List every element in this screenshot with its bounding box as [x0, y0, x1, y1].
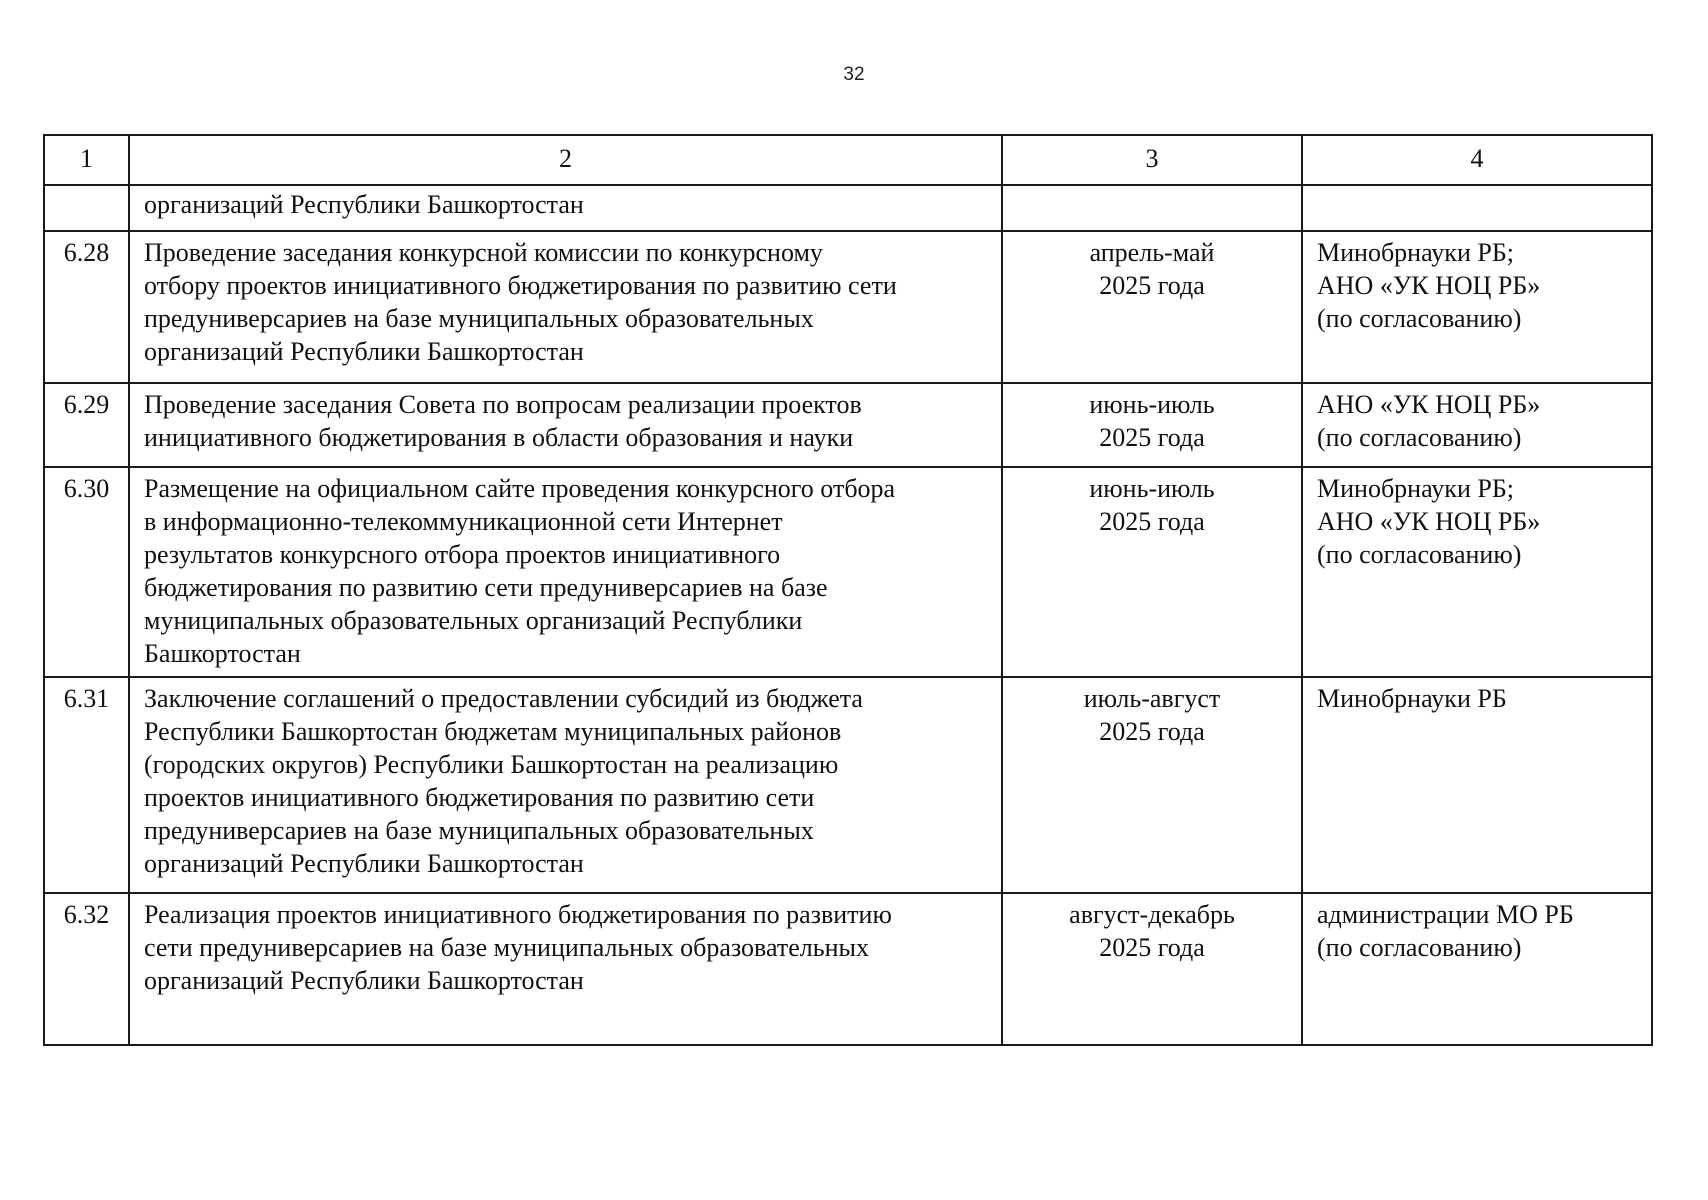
row-number: 6.31 — [44, 677, 129, 893]
activity-line: организаций Республики Башкортостан — [144, 849, 584, 878]
responsible-line: Минобрнауки РБ; — [1317, 474, 1514, 503]
activity-cell — [129, 383, 1002, 467]
activity-line: Заключение соглашений о предоставлении субсидий из бюджета — [144, 684, 863, 713]
activity-line: организаций Республики Башкортостан — [144, 337, 584, 366]
period-cell — [1002, 893, 1302, 1045]
period-line: июнь-июль — [1089, 390, 1215, 419]
activity-line: результатов конкурсного отбора проектов инициативного — [144, 540, 781, 569]
period-cell — [1002, 677, 1302, 893]
responsible-cell — [1302, 467, 1652, 677]
responsible-line: Минобрнауки РБ; — [1317, 238, 1514, 267]
period-line: 2025 года — [1099, 423, 1205, 452]
responsible-line: (по согласованию) — [1317, 423, 1522, 452]
activity-cell — [129, 231, 1002, 383]
responsible-line: администрации МО РБ — [1317, 900, 1574, 929]
header-cell-2: 2 — [129, 135, 1002, 185]
period-line: 2025 года — [1099, 271, 1205, 300]
activity-cell — [129, 677, 1002, 893]
activity-line: отбору проектов инициативного бюджетирования по развитию сети — [144, 271, 897, 300]
responsible-line: (по согласованию) — [1317, 933, 1522, 962]
table-row — [44, 893, 1652, 1045]
period-line: июль-август — [1083, 684, 1221, 713]
activity-line: инициативного бюджетирования в области образования и науки — [144, 423, 854, 452]
activity-line: предуниверсариев на базе муниципальных образовательных — [144, 304, 814, 333]
table-row — [44, 231, 1652, 383]
table-row — [44, 677, 1652, 893]
activity-line: Республики Башкортостан бюджетам муниципальных районов — [144, 717, 842, 746]
period-line: 2025 года — [1099, 717, 1205, 746]
period-line: июнь-июль — [1089, 474, 1215, 503]
responsible-cell — [1302, 677, 1652, 893]
activity-cell — [129, 467, 1002, 677]
responsible-cell — [1302, 185, 1652, 231]
responsible-line: Минобрнауки РБ — [1317, 684, 1507, 713]
activity-line: организаций Республики Башкортостан — [144, 966, 584, 995]
table-row — [44, 467, 1652, 677]
period-line: апрель-май — [1089, 238, 1215, 267]
activity-line: муниципальных образовательных организаций Республики — [144, 606, 803, 635]
activities-table — [43, 134, 1653, 1046]
period-cell — [1002, 185, 1302, 231]
responsible-line: АНО «УК НОЦ РБ» — [1317, 390, 1541, 419]
header-cell-3: 3 — [1002, 135, 1302, 185]
table-row — [44, 383, 1652, 467]
responsible-cell — [1302, 383, 1652, 467]
activity-line: организаций Республики Башкортостан — [144, 190, 584, 219]
activity-line: (городских округов) Республики Башкортостан на реализацию — [144, 750, 839, 779]
responsible-line: АНО «УК НОЦ РБ» — [1317, 271, 1541, 300]
table-row — [44, 185, 1652, 231]
table-header-row — [44, 135, 1652, 185]
responsible-line: АНО «УК НОЦ РБ» — [1317, 507, 1541, 536]
period-line: август-декабрь — [1069, 900, 1235, 929]
responsible-line: (по согласованию) — [1317, 540, 1522, 569]
activity-line: бюджетирования по развитию сети предуниверсариев на базе — [144, 573, 828, 602]
row-number: 6.30 — [44, 467, 129, 677]
responsible-line: (по согласованию) — [1317, 304, 1522, 333]
period-line: 2025 года — [1099, 507, 1205, 536]
page-number: 32 — [843, 64, 865, 85]
row-number — [44, 185, 129, 231]
activity-cell — [129, 893, 1002, 1045]
row-number: 6.28 — [44, 231, 129, 383]
activity-line: Проведение заседания Совета по вопросам реализации проектов — [144, 390, 862, 419]
activity-line: проектов инициативного бюджетирования по развитию сети — [144, 783, 815, 812]
row-number: 6.29 — [44, 383, 129, 467]
responsible-cell — [1302, 893, 1652, 1045]
period-cell — [1002, 383, 1302, 467]
activity-line: Башкортостан — [144, 639, 301, 668]
period-cell — [1002, 467, 1302, 677]
activity-line: сети предуниверсариев на базе муниципальных образовательных — [144, 933, 869, 962]
activity-line: в информационно-телекоммуникационной сети Интернет — [144, 507, 783, 536]
activity-line: предуниверсариев на базе муниципальных образовательных — [144, 816, 814, 845]
activity-line: Реализация проектов инициативного бюджетирования по развитию — [144, 900, 892, 929]
responsible-cell — [1302, 231, 1652, 383]
activity-line: Размещение на официальном сайте проведения конкурсного отбора — [144, 474, 896, 503]
activity-line: Проведение заседания конкурсной комиссии по конкурсному — [144, 238, 823, 267]
row-number: 6.32 — [44, 893, 129, 1045]
period-cell — [1002, 231, 1302, 383]
activity-cell — [129, 185, 1002, 231]
header-cell-4: 4 — [1302, 135, 1652, 185]
header-cell-1: 1 — [44, 135, 129, 185]
period-line: 2025 года — [1099, 933, 1205, 962]
